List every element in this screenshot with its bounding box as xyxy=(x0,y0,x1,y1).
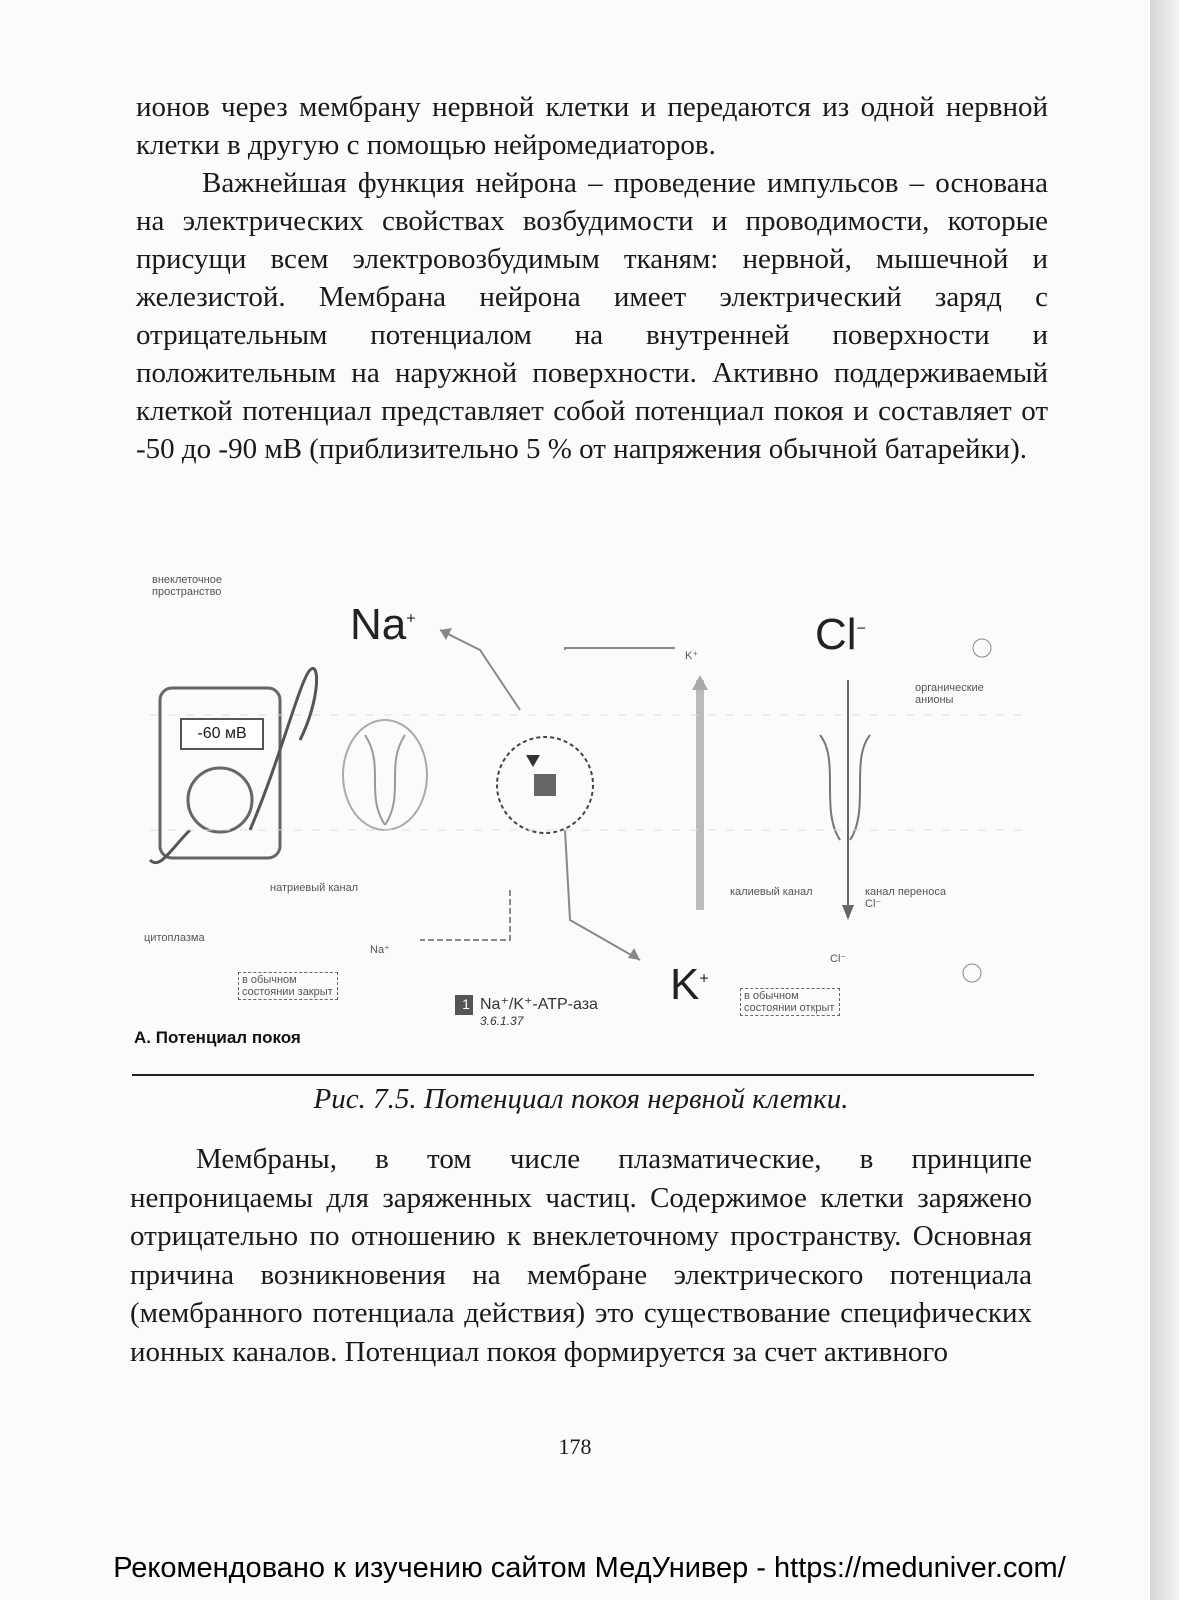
atpase-marker xyxy=(534,774,556,796)
footer-watermark: Рекомендовано к изучению сайтом МедУнивер - https://meduniver.com/ xyxy=(113,1552,1066,1584)
anion-icon xyxy=(973,639,991,657)
label-extracellular: внеклеточное пространство xyxy=(152,574,222,598)
figure-rule xyxy=(132,1074,1034,1076)
label-cytoplasm: цитоплазма xyxy=(144,932,205,944)
paragraph-2: Важнейшая функция нейрона – проведение импульсов – основана на электрических свойствах возбудимости и проводимости, которые присущи всем электровозбудимым тканям: нервной, мышечной и железистой. Мембрана нейрона имеет электрический заряд с отрицательным потенциалом на внутренней поверхности и положительным на наружной поверхности. Активно поддерживаемый клеткой потенциал представляет собой потенциал покоя и составляет от -50 до -90 мВ (приблизительно 5 % от напряжения обычной батарейки). xyxy=(136,167,1048,465)
figure-caption: Рис. 7.5. Потенциал покоя нервной клетки. xyxy=(313,1083,849,1115)
voltmeter-dial xyxy=(188,768,252,832)
label-na: Na+ xyxy=(350,600,416,649)
label-atpase-code: 3.6.1.37 xyxy=(480,1014,524,1028)
label-atpase: Na⁺/K⁺-АТР-аза xyxy=(480,996,598,1013)
paragraph-1: ионов через мембрану нервной клетки и передаются из одной нервной клетки в другую с помощью нейромедиаторов. xyxy=(136,91,1048,161)
meter-reading: -60 мВ xyxy=(180,718,264,750)
atpase-number: 1 xyxy=(462,996,470,1012)
paragraph-3: Мембраны, в том числе плазматические, в принципе непроницаемы для заряженных частиц. Содержимое клетки заряжено отрицательно по отношению к внеклеточному пространству. Основная причина возникновения на мембране электрического потенциала (мембранного потенциала действия) это существование специфических ионных каналов. Потенциал покоя формируется за счет активного xyxy=(130,1143,1032,1368)
label-na-small: Na⁺ xyxy=(370,944,390,956)
label-potassium-channel: калиевый канал xyxy=(730,886,813,898)
label-cl: Cl− xyxy=(815,610,866,659)
label-cl-channel: канал переноса Cl⁻ xyxy=(865,886,946,910)
label-sodium-channel: натриевый канал xyxy=(270,882,359,894)
label-organic-anions: органические анионы xyxy=(915,682,984,706)
sodium-channel-shape xyxy=(343,720,427,830)
label-k: K+ xyxy=(670,960,709,1009)
na-out-arrow xyxy=(440,630,520,710)
figure-resting-potential xyxy=(130,560,1040,1060)
panel-title: А. Потенциал покоя xyxy=(134,1028,301,1047)
label-open-state: в обычном состоянии открыт xyxy=(740,988,840,1016)
label-cl-small: Cl⁻ xyxy=(830,953,847,965)
label-k-small: K⁺ xyxy=(685,650,699,662)
anion-icon-2 xyxy=(963,964,981,982)
page-edge-shadow xyxy=(1150,0,1179,1600)
label-closed-state: в обычном состоянии закрыт xyxy=(238,972,338,1000)
page-number: 178 xyxy=(558,1434,592,1459)
cl-channel xyxy=(820,735,870,840)
k-in-arrow xyxy=(565,830,640,960)
